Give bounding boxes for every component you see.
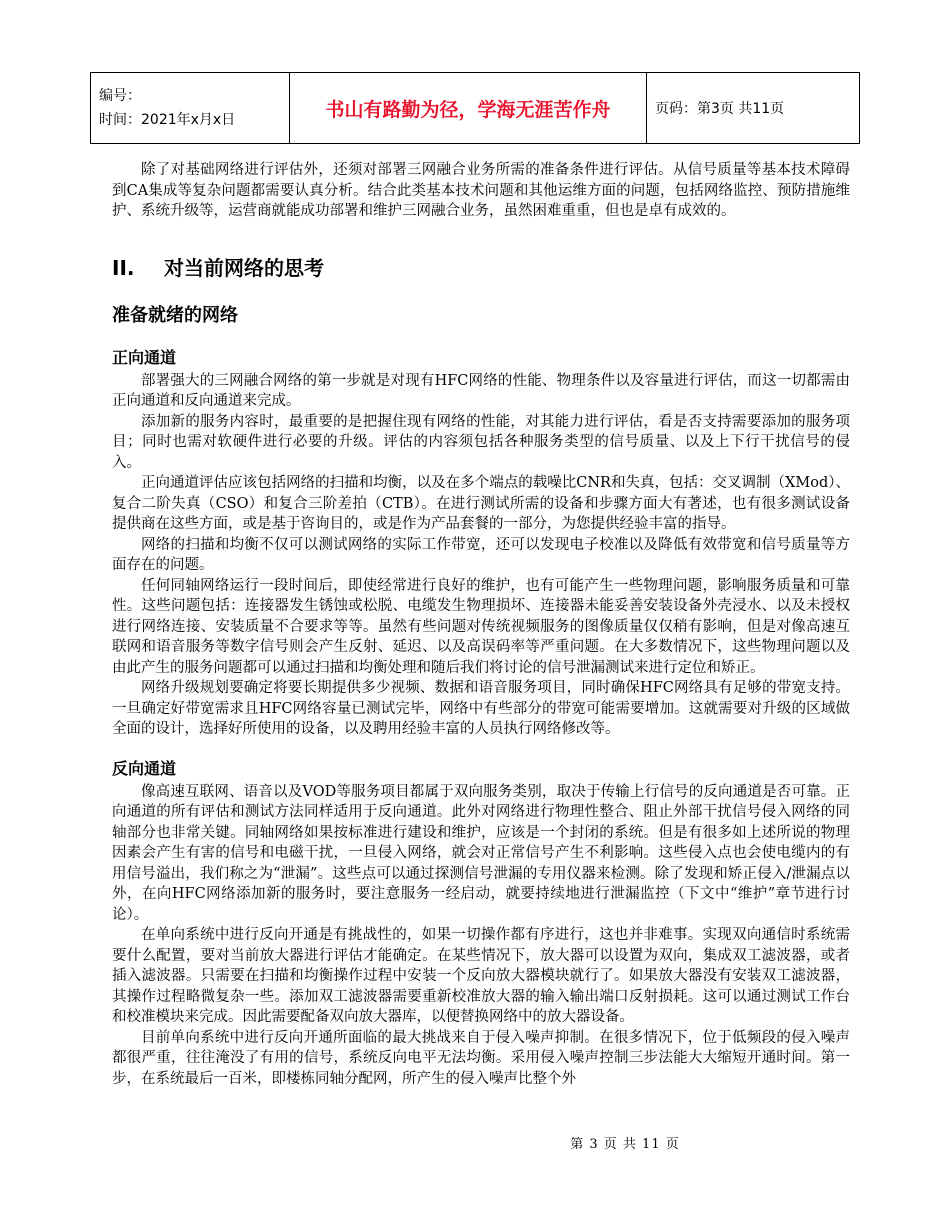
- reverse-channel-heading: 反向通道: [112, 758, 177, 778]
- forward-channel-heading: 正向通道: [112, 347, 177, 367]
- header-page-label: 页码：第3页 共11页: [647, 73, 860, 144]
- reverse-paragraph: 像高速互联网、语音以及VOD等服务项目都属于双向服务类别，取决于传输上行信号的反向通道是否可靠。正向通道的所有评估和测试方法同样适用于反向通道。此外对网络进行物理性整合、阻止外部干扰信号侵入网络的同轴部分也非常关键。同轴网络如果按标准进行建设和维护，应该是一个封闭的系统。但是有很多如上述所说的物理因素会产生有害的信号和电磁干扰，一旦侵入网络，就会对正常信号产生不利影响。这些侵入点也会使电缆内的有用信号溢出，我们称之为“泄漏”。这些点可以通过探测信号泄漏的专用仪器来检测。除了发现和矫正侵入/泄漏点以外，在向HFC网络添加新的服务时，要注意服务一经启动，就要持续地进行泄漏监控（下文中“维护”章节进行讨论）。: [112, 783, 850, 923]
- document-body: [112, 160, 850, 1089]
- page-footer: [0, 1133, 950, 1152]
- section-number: II.: [112, 255, 135, 280]
- forward-paragraph: 正向通道评估应该包括网络的扫描和均衡，以及在多个端点的载噪比CNR和失真，包括：交叉调制（XMod）、复合二阶失真（CSO）和复合三阶差拍（CTB）。在进行测试所需的设备和步骤方面大有著述，也有很多测试设备提供商在这些方面，或是基于咨询目的，或是作为产品套餐的一部分，为您提供经验丰富的指导。: [112, 475, 850, 532]
- document-time-label: 时间：2021年x月x日: [99, 112, 236, 128]
- reverse-paragraph: 目前单向系统中进行反向开通所面临的最大挑战来自于侵入噪声抑制。在很多情况下，位于低频段的侵入噪声都很严重，往往淹没了有用的信号，系统反向电平无法均衡。采用侵入噪声控制三步法能大大缩短开通时间。第一步，在系统最后一百米，即楼栋同轴分配网，所产生的侵入噪声比整个外: [112, 1029, 850, 1087]
- forward-paragraph: 任何同轴网络运行一段时间后，即使经常进行良好的维护，也有可能产生一些物理问题，影响服务质量和可靠性。这些问题包括：连接器发生锈蚀或松脱、电缆发生物理损坏、连接器未能妥善安装设备外壳浸水、以及未授权进行网络连接、安装质量不合要求等等。虽然有些问题对传统视频服务的图像质量仅仅稍有影响，但是对像高速互联网和语音服务等数字信号则会产生反射、延迟、以及高误码率等严重问题。在大多数情况下，这些物理问题以及由此产生的服务问题都可以通过扫描和均衡处理和随后我们将讨论的信号泄漏测试来进行定位和矫正。: [112, 577, 850, 676]
- document-number-label: 编号：: [99, 88, 141, 104]
- section-title: 对当前网络的思考: [164, 255, 324, 280]
- header-motto: 书山有路勤为径，学海无涯苦作舟: [290, 73, 647, 144]
- footer-page-number: 第 3 页 共 11 页: [570, 1137, 680, 1152]
- section-heading: [112, 252, 850, 281]
- page-header: [90, 72, 860, 144]
- forward-paragraph: 添加新的服务内容时，最重要的是把握住现有网络的性能，对其能力进行评估，看是否支持需要添加的服务项目；同时也需对软硬件进行必要的升级。评估的内容须包括各种服务类型的信号质量、以及上下行干扰信号的侵入。: [112, 413, 850, 471]
- forward-paragraph: 部署强大的三网融合网络的第一步就是对现有HFC网络的性能、物理条件以及容量进行评估，而这一切都需由正向通道和反向通道来完成。: [112, 372, 850, 409]
- intro-paragraph: 除了对基础网络进行评估外，还须对部署三网融合业务所需的准备条件进行评估。从信号质量等基本技术障碍到CA集成等复杂问题都需要认真分析。结合此类基本技术问题和其他运维方面的问题，包括网络监控、预防措施维护、系统升级等，运营商就能成功部署和维护三网融合业务，虽然困难重重，但也是卓有成效的。: [112, 162, 850, 219]
- header-meta: [91, 73, 290, 144]
- forward-paragraph: 网络的扫描和均衡不仅可以测试网络的实际工作带宽，还可以发现电子校准以及降低有效带宽和信号质量等方面存在的问题。: [112, 536, 850, 573]
- forward-paragraph: 网络升级规划要确定将要长期提供多少视频、数据和语音服务项目，同时确保HFC网络具有足够的带宽支持。一旦确定好带宽需求且HFC网络容量已测试完毕，网络中有些部分的带宽可能需要增加。这就需要对升级的区域做全面的设计，选择好所使用的设备，以及聘用经验丰富的人员执行网络修改等。: [112, 680, 850, 737]
- reverse-paragraph: 在单向系统中进行反向开通是有挑战性的，如果一切操作都有序进行，这也并非难事。实现双向通信时系统需要什么配置，要对当前放大器进行评估才能确定。在某些情况下，放大器可以设置为双向，集成双工滤波器，或者插入滤波器。只需要在扫描和均衡操作过程中安装一个反向放大器模块就行了。如果放大器没有安装双工滤波器，其操作过程略微复杂一些。添加双工滤波器需要重新校准放大器的输入输出端口反射损耗。这可以通过测试工作台和校准模块来完成。因此需要配备双向放大器库，以便替换网络中的放大器设备。: [112, 927, 850, 1025]
- subsection-heading: 准备就绪的网络: [112, 304, 238, 326]
